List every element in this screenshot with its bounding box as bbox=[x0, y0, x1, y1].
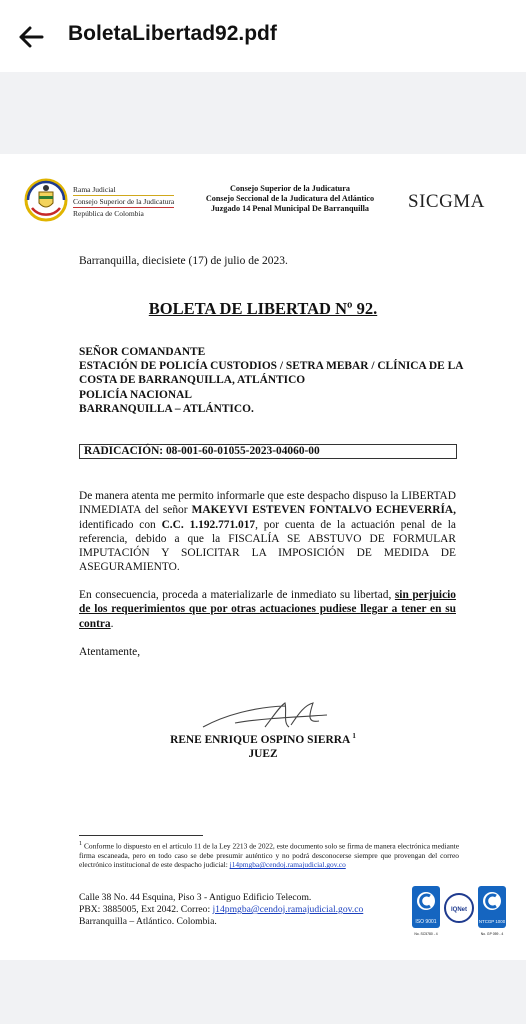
court-header-line-1: Consejo Superior de la Judicatura bbox=[230, 184, 350, 193]
rama-line-1: Rama Judicial bbox=[73, 185, 116, 194]
footnote-email-link[interactable]: j14pmgba@cendoj.ramajudicial.gov.co bbox=[229, 860, 346, 870]
address-email-link[interactable]: j14pmgba@cendoj.ramajudicial.gov.co bbox=[212, 904, 364, 915]
para2-emphasis: sin perjuicio de los requerimientos que por otras actuaciones pudiese llegar a tener en su contra bbox=[79, 589, 457, 630]
document-title: BoletaLibertad92.pdf bbox=[68, 22, 277, 45]
footnote-text: Conforme lo dispuesto en el artículo 11 de la Ley 2213 de 2022, este documento solo se firma de manera electrónica mediante firma escaneada, pero en todo caso se debe presumir auténtico y no podrá desconocerse siempre que provengan del correo electrónico institucional de este despacho judicial: bbox=[79, 841, 459, 870]
para2-text: . bbox=[110, 617, 114, 630]
iso-9001-badge-icon bbox=[412, 886, 440, 936]
pdf-page[interactable] bbox=[0, 154, 526, 960]
app-bar bbox=[0, 0, 526, 72]
court-header-line-2: Consejo Seccional de la Judicatura del Atlántico bbox=[205, 194, 375, 203]
iso-badge-code: No. SC5780 - 4 bbox=[414, 932, 438, 936]
para1-text: identificado con bbox=[79, 518, 162, 531]
body-paragraph-2 bbox=[79, 588, 456, 631]
arrow-back-icon bbox=[18, 26, 44, 48]
iqnet-badge-icon bbox=[445, 894, 473, 922]
address-line-3: Barranquilla – Atlántico. Colombia. bbox=[79, 916, 217, 927]
iso-badge-label: ISO 9001 bbox=[415, 919, 437, 925]
ntcgp-badge-code: No. GP 059 - 4 bbox=[480, 932, 504, 936]
iqnet-badge-label: IQNet bbox=[450, 907, 468, 913]
closing-salutation: Atentamente, bbox=[79, 646, 141, 658]
address-line-2 bbox=[79, 904, 409, 916]
addressee-line: BARRANQUILLA – ATLÁNTICO. bbox=[79, 402, 254, 415]
rama-judicial-label bbox=[73, 185, 174, 218]
id-number: C.C. 1.192.771.017 bbox=[161, 518, 256, 531]
addressee-line: SEÑOR COMANDANTE bbox=[79, 346, 206, 358]
letter-date: Barranquilla, diecisiete (17) de julio de 2023. bbox=[79, 255, 288, 267]
certification-badges bbox=[412, 886, 506, 938]
radicacion-box: RADICACIÓN: 08-001-60-01055-2023-04060-00 bbox=[79, 444, 457, 459]
court-header-line-3: Juzgado 14 Penal Municipal De Barranquilla bbox=[210, 204, 370, 213]
addressee-line: POLICÍA NACIONAL bbox=[79, 388, 192, 401]
signer-role: JUEZ bbox=[248, 747, 278, 760]
para1-text: , por cuenta de la actuación penal de la referencia, debido a que la FISCALÍA SE ABSTUVO DE FORMULAR IMPUTACIÓN Y SOLICITAR LA IMPOSICIÓN DE MEDIDA DE ASEGURAMIENTO. bbox=[79, 518, 456, 574]
back-button[interactable] bbox=[14, 20, 48, 54]
addressee-line: ESTACIÓN DE POLICÍA CUSTODIOS / SETRA MEBAR / CLÍNICA DE LA COSTA DE BARRANQUILLA, ATLÁNTICO bbox=[79, 360, 463, 387]
footnote-mark: 1 bbox=[352, 732, 356, 740]
address-phone: PBX: 3885005, Ext 2042. Correo: bbox=[79, 904, 213, 915]
sicgma-logo: SICGMA bbox=[408, 191, 485, 212]
rama-line-3: República de Colombia bbox=[73, 209, 144, 218]
footnote-divider bbox=[79, 835, 203, 836]
ntcgp-badge-icon bbox=[478, 886, 506, 936]
para1-text: De manera atenta me permito informarle que este despacho dispuso la LIBERTAD INMEDIATA del señor bbox=[79, 490, 457, 517]
signer-name-text: RENE ENRIQUE OSPINO SIERRA bbox=[170, 733, 350, 746]
signer-name bbox=[0, 729, 526, 747]
rama-line-2: Consejo Superior de la Judicatura bbox=[73, 197, 175, 206]
court-header bbox=[190, 184, 390, 214]
colombia-coat-of-arms-icon bbox=[24, 178, 68, 222]
para2-text: En consecuencia, proceda a materializarle de inmediato su libertad, bbox=[79, 589, 395, 601]
footnote-number: 1 bbox=[79, 841, 83, 847]
document-heading: BOLETA DE LIBERTAD Nº 92. bbox=[148, 299, 378, 318]
address-line-1: Calle 38 No. 44 Esquina, Piso 3 - Antiguo Edificio Telecom. bbox=[79, 892, 312, 903]
signer-block bbox=[0, 729, 526, 761]
ntcgp-badge-label: NTCGP 1000 bbox=[478, 919, 506, 924]
footnote bbox=[79, 840, 459, 870]
person-name: MAKEYVI ESTEVEN FONTALVO ECHEVERRÍA, bbox=[191, 504, 456, 517]
addressee-block bbox=[79, 345, 464, 416]
court-address bbox=[79, 892, 409, 928]
body-paragraph-1 bbox=[79, 489, 456, 575]
